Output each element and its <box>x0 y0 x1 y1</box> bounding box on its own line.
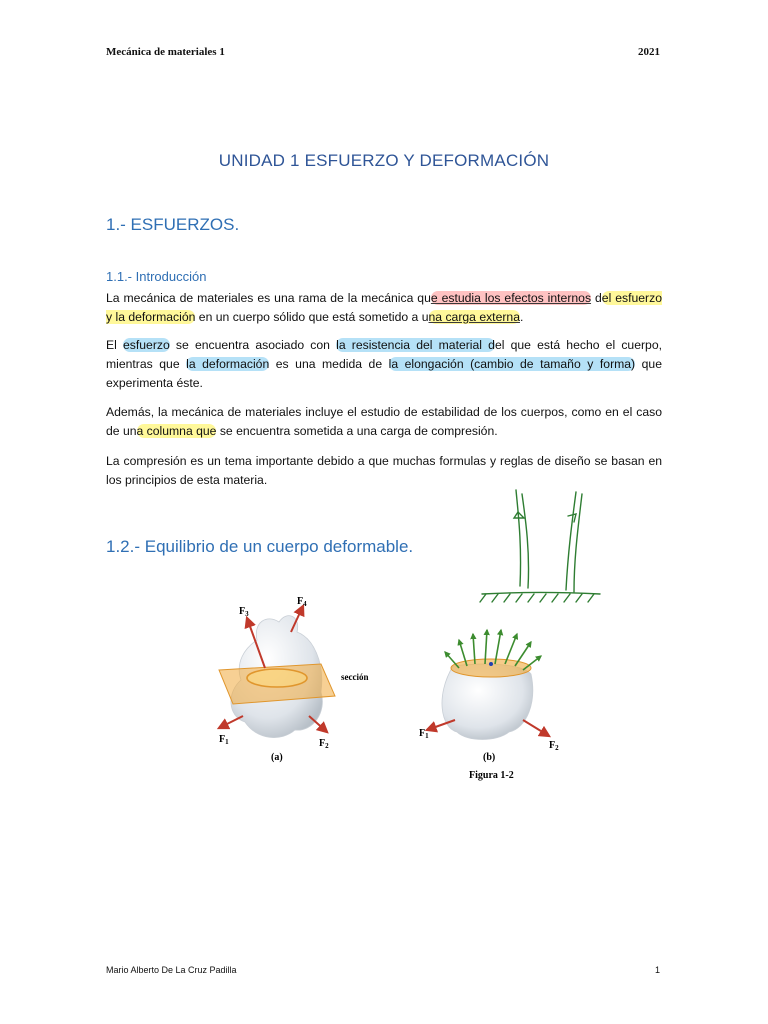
figure-caption: Figura 1-2 <box>469 770 514 781</box>
text-run: se encuentra sometida a una carga de compresión. <box>216 424 498 438</box>
force-label-f2-a: $F_2$ <box>319 738 329 750</box>
text-run: el que está hecho el cuerpo, mientras que <box>106 338 662 371</box>
paragraph-2 <box>106 336 662 393</box>
highlight-yellow: na carga externa <box>428 310 520 324</box>
paragraph-3 <box>106 403 662 441</box>
page-number: 1 <box>654 965 660 975</box>
subfigure-label-b: (b) <box>483 752 496 763</box>
force-label-f3: $F_3$ <box>239 606 249 618</box>
highlight-blue: esfuerzo <box>123 338 170 352</box>
highlight-yellow: a columna que <box>136 424 217 438</box>
highlight-yellow: el esfuerzo y la deformación <box>106 291 662 324</box>
text-run: d <box>591 291 602 305</box>
text-run: que experimenta éste. <box>106 357 662 390</box>
text-run: . <box>519 310 524 324</box>
page-header-right: 2021 <box>638 46 660 58</box>
force-label-f1-b: $F_1$ <box>419 728 429 740</box>
section-heading-esfuerzos: 1.- ESFUERZOS. <box>106 215 240 234</box>
text-run: Además, la mecánica de materiales incluye el estudio de estabilidad de los cuerpos, como en el caso de un <box>106 405 662 438</box>
section-label: sección <box>341 672 369 682</box>
figure-1-2 <box>205 592 565 792</box>
paragraph-1 <box>106 289 662 327</box>
force-label-f4: $F_4$ <box>297 596 307 608</box>
highlight-blue: la deformación <box>186 357 270 371</box>
text-run: en un cuerpo sólido que está sometido a u <box>195 310 429 324</box>
text-run: La mecánica de materiales es una rama de la mecánica qu <box>106 291 431 305</box>
deformable-body-a <box>219 606 335 738</box>
subfigure-label-a: (a) <box>271 752 283 763</box>
text-run: es una medida de <box>269 357 389 371</box>
page-header-left: Mecánica de materiales 1 <box>106 46 225 58</box>
highlight-blue: la resistencia del material d <box>336 338 495 352</box>
unit-title: UNIDAD 1 ESFUERZO Y DEFORMACIÓN <box>218 151 550 170</box>
force-label-f2-b: $F_2$ <box>549 740 559 752</box>
text-run: se encuentra asociado con <box>169 338 337 352</box>
deformable-body-b <box>427 630 549 740</box>
subsection-heading-introduccion: 1.1.- Introducción <box>106 269 207 284</box>
text-run: La compresión es un tema importante debido a que muchas formulas y reglas de diseño se basan en los principios de esta materia. <box>106 454 662 487</box>
force-label-f1-a: $F_1$ <box>219 734 229 746</box>
highlight-blue: la elongación (cambio de tamaño y forma) <box>388 357 636 371</box>
highlight-red: e estudia los efectos internos <box>430 291 592 305</box>
text-run: El <box>106 338 124 352</box>
section-heading-equilibrio: 1.2.- Equilibrio de un cuerpo deformable. <box>106 537 414 556</box>
page-footer-author: Mario Alberto De La Cruz Padilla <box>106 965 237 975</box>
